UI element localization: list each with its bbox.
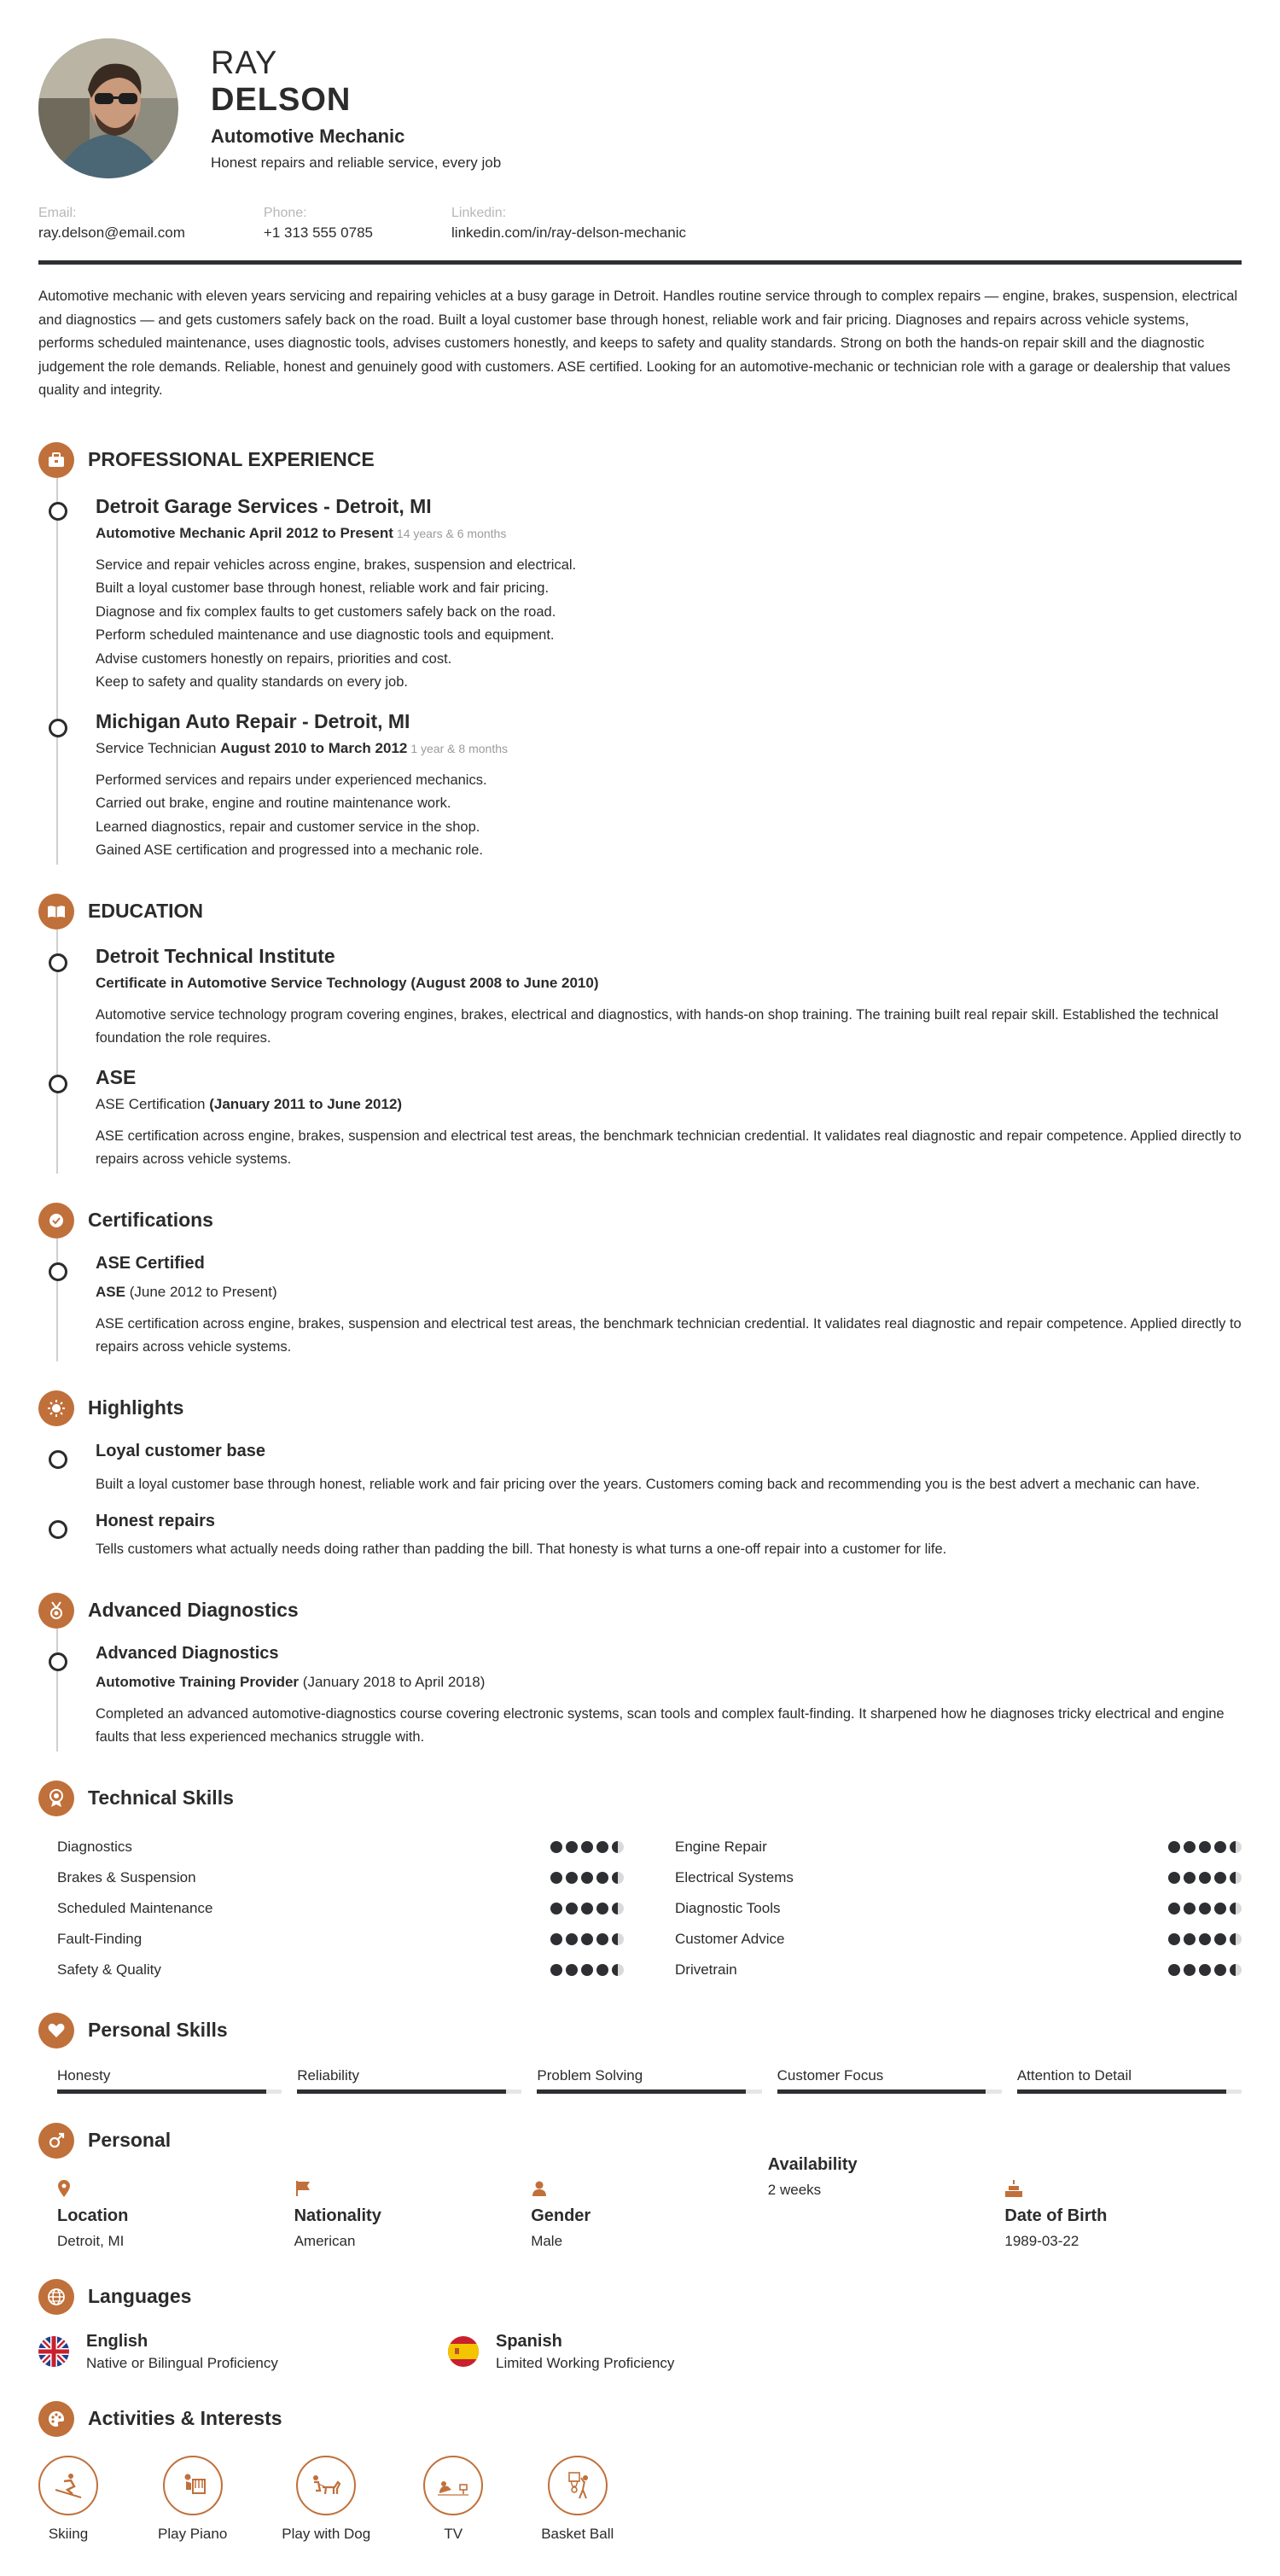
book-icon	[38, 894, 74, 930]
rating-dot	[566, 1933, 578, 1945]
personal-label: Nationality	[294, 2206, 381, 2225]
technical-skills-grid	[38, 1832, 1242, 1985]
personal-label: Date of Birth	[1004, 2206, 1108, 2225]
rating-dot	[1214, 1964, 1226, 1976]
interest-label: Basket Ball	[541, 2525, 614, 2542]
rating-dot	[1230, 1933, 1242, 1945]
education-entry	[96, 930, 1242, 1051]
section-title: Advanced Diagnostics	[88, 1599, 299, 1621]
role-dates: Automotive Mechanic April 2012 to Present	[96, 524, 393, 541]
rating-dot	[1199, 1933, 1211, 1945]
highlights-timeline	[56, 1426, 1242, 1564]
interest-item	[423, 2456, 483, 2543]
dates: (January 2011 to June 2012)	[209, 1095, 403, 1112]
advanced-section	[38, 1593, 1242, 1751]
personal-skills-section	[38, 2013, 1242, 2094]
rating-dot	[550, 1841, 562, 1853]
highlight-entry	[96, 1496, 1242, 1562]
interest-item	[38, 2456, 98, 2543]
section-title: PROFESSIONAL EXPERIENCE	[88, 448, 375, 470]
personal-skills-list	[38, 2067, 1242, 2094]
skill-rating	[547, 1903, 624, 1915]
education-section	[38, 894, 1242, 1174]
bullet: Service and repair vehicles across engine, brakes, suspension and electrical.	[96, 557, 577, 573]
skill-name: Engine Repair	[675, 1838, 767, 1855]
language-name: Spanish	[496, 2331, 562, 2351]
section-title: Certifications	[88, 1209, 213, 1231]
skill-row	[57, 1862, 624, 1893]
skill-rating	[1165, 1841, 1242, 1853]
skill-name: Diagnostic Tools	[675, 1899, 781, 1916]
spain-flag-icon	[448, 2336, 479, 2367]
section-title: Personal Skills	[88, 2019, 228, 2041]
personal-label: Location	[57, 2206, 129, 2225]
personal-value: Male	[531, 2232, 563, 2249]
highlight-name: Loyal customer base	[96, 1441, 265, 1460]
education-description: Automotive service technology program covering engines, brakes, electrical and diagnostics, with hands-on shop training. The training built real repair skill. Established the technical foundation the role requires.	[96, 1006, 1219, 1046]
personal-item	[57, 2177, 294, 2250]
section-title: Activities & Interests	[88, 2407, 282, 2429]
rating-dot	[1214, 1872, 1226, 1884]
certification-description: ASE certification across engine, brakes, suspension and electrical test areas, the benchmark technician credential. It validates real diagnostic and repair competence. Applied directly to repairs across vehicle systems.	[96, 1315, 1242, 1355]
skill-row	[675, 1893, 1242, 1924]
skill-name: Diagnostics	[57, 1838, 132, 1855]
heart-icon	[38, 2013, 74, 2049]
skill-rating	[1165, 1933, 1242, 1945]
course-description: Completed an advanced automotive-diagnostics course covering electronic systems, scan tools and complex fault-finding. It sharpened how he diagnoses tricky electrical and engine faults that less experienced mechanics struggle with.	[96, 1705, 1225, 1745]
phone-link[interactable]: +1 313 555 0785	[263, 224, 374, 241]
flag-icon	[294, 2177, 532, 2200]
skill-row	[57, 1832, 624, 1862]
skill-name: Fault-Finding	[57, 1930, 143, 1947]
degree-line	[96, 975, 1242, 992]
education-description: ASE certification across engine, brakes, suspension and electrical test areas, the benchmark technician credential. It validates real diagnostic and repair competence. Applied directly to repairs across vehicle systems.	[96, 1128, 1242, 1167]
skill-name: Problem Solving	[537, 2066, 643, 2084]
rating-dot	[1214, 1933, 1226, 1945]
section-title: EDUCATION	[88, 900, 204, 922]
rating-dot	[1214, 1903, 1226, 1915]
skill-rating	[1165, 1872, 1242, 1884]
dates: (August 2008 to June 2010)	[410, 974, 599, 991]
technical-skills-section	[38, 1780, 1242, 1985]
skill-name: Brakes & Suspension	[57, 1868, 196, 1885]
interests-section	[38, 2401, 1242, 2543]
dog-icon	[296, 2456, 356, 2515]
skill-row	[675, 1924, 1242, 1955]
issuer: ASE	[96, 1283, 125, 1300]
contact-phone	[264, 206, 373, 242]
role-line	[96, 525, 1242, 542]
skill-name: Electrical Systems	[675, 1868, 794, 1885]
linkedin-link[interactable]: linkedin.com/in/ray-delson-mechanic	[451, 224, 686, 241]
degree-line	[96, 1096, 1242, 1113]
last-name: DELSON	[211, 82, 352, 118]
skill-row	[675, 1832, 1242, 1862]
education-timeline	[56, 930, 1242, 1174]
school-name: ASE	[96, 1065, 137, 1088]
course-entry	[96, 1629, 1242, 1750]
bullet: Gained ASE certification and progressed into a mechanic role.	[96, 842, 484, 858]
personal-item	[294, 2177, 532, 2250]
certification-entry	[96, 1238, 1242, 1360]
dates: (June 2012 to Present)	[129, 1283, 277, 1300]
rating-dot	[1184, 1933, 1196, 1945]
job-entry	[96, 478, 1242, 695]
personal-skill	[537, 2067, 761, 2094]
job-bullets	[96, 769, 1242, 863]
rating-dot	[581, 1964, 593, 1976]
skill-name: Honesty	[57, 2066, 111, 2084]
globe-icon	[38, 2279, 74, 2315]
language-item	[38, 2332, 448, 2372]
rating-dot	[550, 1933, 562, 1945]
skill-row	[57, 1955, 624, 1985]
map-pin-icon	[57, 2177, 294, 2200]
rating-dot	[566, 1964, 578, 1976]
experience-section	[38, 442, 1242, 865]
certifications-timeline	[56, 1238, 1242, 1361]
rating-dot	[612, 1903, 624, 1915]
skill-row	[675, 1862, 1242, 1893]
rating-dot	[1168, 1841, 1180, 1853]
rating-dot	[612, 1872, 624, 1884]
personal-skill	[297, 2067, 521, 2094]
personal-label: Availability	[767, 2154, 858, 2174]
personal-label: Gender	[531, 2206, 591, 2225]
rating-dot	[1184, 1903, 1196, 1915]
job-entry	[96, 695, 1242, 863]
interest-item	[541, 2456, 614, 2543]
company-name: Michigan Auto Repair - Detroit, MI	[96, 709, 410, 732]
rating-dot	[581, 1872, 593, 1884]
rating-dot	[596, 1903, 608, 1915]
skill-name: Reliability	[297, 2066, 359, 2084]
skill-bar-fill	[297, 2089, 506, 2094]
bullet: Performed services and repairs under experienced mechanics.	[96, 772, 487, 788]
bullet: Keep to safety and quality standards on every job.	[96, 674, 408, 690]
language-name: English	[86, 2331, 148, 2351]
contact-row	[38, 206, 1242, 242]
rating-dot	[1168, 1872, 1180, 1884]
highlight-description: Tells customers what actually needs doing rather than padding the bill. That honesty is what turns a one-off repair into a customer for life.	[96, 1542, 947, 1557]
rating-dot	[550, 1903, 562, 1915]
role: Service Technician	[96, 739, 217, 756]
rating-dot	[1168, 1903, 1180, 1915]
skill-rating	[547, 1933, 624, 1945]
rating-dot	[596, 1872, 608, 1884]
section-title: Highlights	[88, 1396, 184, 1419]
skill-name: Drivetrain	[675, 1961, 737, 1978]
bullet: Advise customers honestly on repairs, priorities and cost.	[96, 650, 452, 667]
bullet: Built a loyal customer base through honest, reliable work and fair pricing.	[96, 580, 550, 596]
bullet: Perform scheduled maintenance and use diagnostic tools and equipment.	[96, 627, 555, 643]
rating-dot	[581, 1903, 593, 1915]
skill-name: Attention to Detail	[1016, 2066, 1132, 2084]
job-title: Automotive Mechanic	[211, 125, 405, 147]
job-bullets	[96, 554, 1242, 695]
skill-rating	[1165, 1903, 1242, 1915]
personal-item	[1004, 2177, 1242, 2250]
rating-dot	[1230, 1872, 1242, 1884]
section-title: Languages	[88, 2285, 192, 2307]
rating-dot	[566, 1903, 578, 1915]
tv-icon	[423, 2456, 483, 2515]
section-title: Technical Skills	[88, 1786, 234, 1809]
dates: (January 2018 to April 2018)	[302, 1673, 486, 1690]
skill-bar-fill	[777, 2089, 986, 2094]
contact-label: Phone:	[263, 206, 307, 220]
rating-dot	[550, 1872, 562, 1884]
issuer-line	[96, 1284, 1242, 1301]
rating-dot	[596, 1841, 608, 1853]
advanced-timeline	[56, 1629, 1242, 1751]
header-divider	[38, 260, 1242, 265]
education-entry	[96, 1051, 1242, 1172]
interest-label: TV	[444, 2525, 463, 2542]
piano-icon	[163, 2456, 223, 2515]
course-name: Advanced Diagnostics	[96, 1643, 279, 1663]
section-title: Personal	[88, 2129, 172, 2151]
personal-value: 1989-03-22	[1004, 2232, 1079, 2249]
basketball-icon	[548, 2456, 608, 2515]
personal-section	[38, 2123, 1242, 2250]
resume-header	[38, 0, 1242, 178]
rating-dot	[1199, 1903, 1211, 1915]
skill-name: Customer Advice	[675, 1930, 785, 1947]
highlight-entry	[96, 1426, 1242, 1497]
skill-bar-fill	[1017, 2089, 1226, 2094]
rating-dot	[566, 1872, 578, 1884]
degree: ASE Certification	[96, 1095, 206, 1112]
rating-dot	[596, 1964, 608, 1976]
skier-icon	[38, 2456, 98, 2515]
provider: Automotive Training Provider	[96, 1673, 300, 1690]
contact-label: Linkedin:	[451, 206, 507, 220]
bullet: Carried out brake, engine and routine maintenance work.	[96, 796, 451, 811]
rating-dot	[1214, 1841, 1226, 1853]
rating-dot	[612, 1841, 624, 1853]
company-name: Detroit Garage Services - Detroit, MI	[96, 494, 432, 517]
rating-dot	[1184, 1964, 1196, 1976]
contact-linkedin	[451, 206, 686, 242]
rating-dot	[581, 1933, 593, 1945]
contact-email	[38, 206, 185, 242]
skill-row	[57, 1924, 624, 1955]
interest-item	[282, 2456, 370, 2543]
personal-item	[531, 2177, 768, 2250]
rating-dot	[612, 1964, 624, 1976]
skill-row	[57, 1893, 624, 1924]
rating-dot	[596, 1933, 608, 1945]
person-icon	[531, 2177, 768, 2200]
rating-dot	[1168, 1933, 1180, 1945]
interest-label: Play Piano	[158, 2525, 228, 2542]
skill-rating	[1165, 1964, 1242, 1976]
rating-dot	[1184, 1841, 1196, 1853]
language-item	[448, 2332, 858, 2372]
contact-label: Email:	[38, 206, 77, 220]
languages-section	[38, 2279, 1242, 2372]
bullet: Learned diagnostics, repair and customer service in the shop.	[96, 819, 480, 835]
award-icon	[38, 1780, 74, 1816]
avatar	[38, 38, 178, 178]
rating-dot	[1230, 1964, 1242, 1976]
email-link[interactable]: ray.delson@email.com	[38, 224, 185, 241]
provider-line	[96, 1674, 1242, 1691]
rating-dot	[581, 1841, 593, 1853]
bullet: Diagnose and fix complex faults to get customers safely back on the road.	[96, 603, 556, 620]
certifications-section	[38, 1203, 1242, 1361]
rating-dot	[566, 1841, 578, 1853]
interest-label: Skiing	[48, 2525, 89, 2542]
languages-list	[38, 2332, 1242, 2372]
medal-icon	[38, 1593, 74, 1629]
personal-value: American	[294, 2232, 356, 2249]
skill-bar	[537, 2089, 761, 2094]
language-level: Limited Working Proficiency	[496, 2354, 675, 2371]
interests-list	[38, 2456, 1242, 2543]
skill-name: Customer Focus	[777, 2066, 884, 2084]
skill-rating	[547, 1964, 624, 1976]
personal-details	[38, 2154, 1242, 2250]
degree: Certificate in Automotive Service Technology	[96, 974, 407, 991]
skill-bar	[57, 2089, 282, 2094]
language-level: Native or Bilingual Proficiency	[86, 2354, 278, 2371]
personal-value: Detroit, MI	[57, 2232, 125, 2249]
interest-item	[158, 2456, 227, 2543]
tagline: Honest repairs and reliable service, every job	[211, 154, 502, 171]
skill-name: Safety & Quality	[57, 1961, 161, 1978]
skill-bar	[297, 2089, 521, 2094]
skill-rating	[547, 1841, 624, 1853]
certification-name: ASE Certified	[96, 1253, 205, 1273]
uk-flag-icon	[38, 2336, 69, 2367]
skill-rating	[547, 1872, 624, 1884]
skill-bar-fill	[57, 2089, 266, 2094]
first-name: RAY	[211, 45, 278, 81]
personal-item	[768, 2148, 1005, 2250]
briefcase-icon	[38, 442, 74, 478]
rating-dot	[550, 1964, 562, 1976]
rating-dot	[612, 1933, 624, 1945]
duration: 14 years & 6 months	[396, 526, 507, 540]
rating-dot	[1199, 1872, 1211, 1884]
personal-skill	[777, 2067, 1002, 2094]
skill-bar	[1017, 2089, 1242, 2094]
summary: Automotive mechanic with eleven years servicing and repairing vehicles at a busy garage in Detroit. Handles routine service through to complex repairs — engine, brakes, suspension, electrical and diagnostics — and gets customers safely back on the road. Built a loyal customer base through honest, reliable work and fair pricing. Diagnoses and repairs across vehicle systems, performs scheduled maintenance, uses diagnostic tools, advises customers honestly, and keeps to safety and quality standards. Strong on both the hands-on repair skill and the diagnostic judgement the role demands. Reliable, honest and genuinely good with customers. ASE certified. Looking for an automotive-mechanic or technician role with a garage or dealership that values quality and integrity.	[38, 288, 1238, 398]
rating-dot	[1199, 1841, 1211, 1853]
badge-check-icon	[38, 1203, 74, 1238]
sun-icon	[38, 1390, 74, 1426]
rating-dot	[1199, 1964, 1211, 1976]
highlight-description: Built a loyal customer base through honest, reliable work and fair pricing over the years. Customers coming back and recommending you is the best advert a mechanic can have.	[96, 1476, 1201, 1492]
personal-value: 2 weeks	[767, 2181, 822, 2198]
rating-dot	[1230, 1841, 1242, 1853]
personal-skill	[57, 2067, 282, 2094]
dates: August 2010 to March 2012	[220, 739, 408, 756]
highlights-section	[38, 1390, 1242, 1564]
rating-dot	[1230, 1903, 1242, 1915]
rating-dot	[1184, 1872, 1196, 1884]
duration: 1 year & 8 months	[410, 741, 508, 755]
interest-label: Play with Dog	[282, 2525, 371, 2542]
experience-timeline	[56, 478, 1242, 865]
school-name: Detroit Technical Institute	[96, 944, 335, 967]
skill-bar	[777, 2089, 1002, 2094]
cake-icon	[1004, 2177, 1242, 2200]
male-symbol-icon	[38, 2123, 74, 2159]
highlight-name: Honest repairs	[96, 1512, 216, 1530]
personal-skill	[1017, 2067, 1242, 2094]
role-line	[96, 740, 1242, 757]
skill-bar-fill	[537, 2089, 746, 2094]
skill-row	[675, 1955, 1242, 1985]
skill-name: Scheduled Maintenance	[57, 1899, 213, 1916]
palette-icon	[38, 2401, 74, 2437]
rating-dot	[1168, 1964, 1180, 1976]
